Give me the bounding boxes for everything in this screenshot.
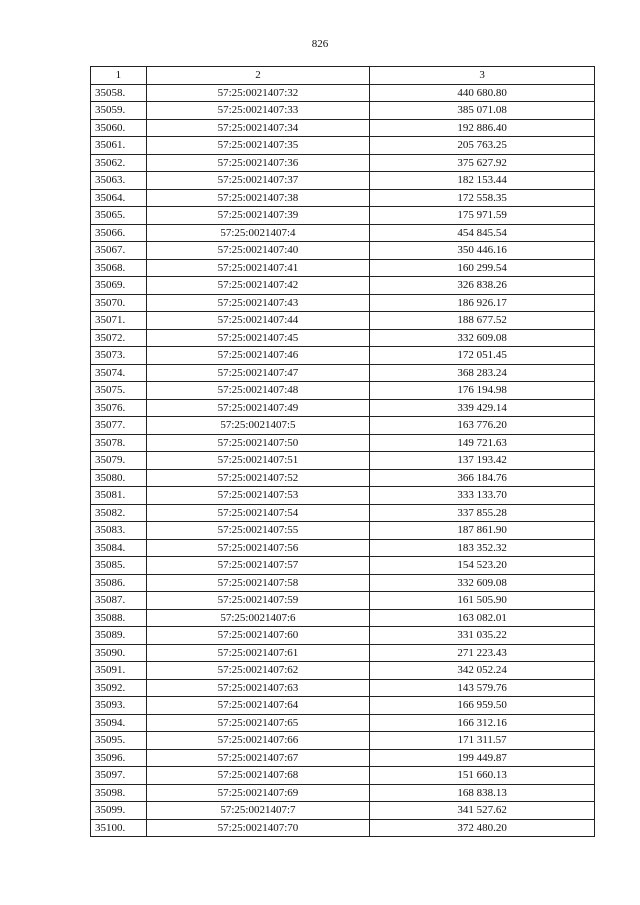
cadastral-number-cell: 57:25:0021407:7: [146, 802, 370, 820]
cadastral-value-cell: 137 193.42: [370, 452, 595, 470]
cadastral-value-cell: 149 721.63: [370, 434, 595, 452]
table-row: [91, 137, 595, 155]
row-number-cell: 35087.: [91, 592, 147, 610]
table-row: [91, 417, 595, 435]
row-number-cell: 35074.: [91, 364, 147, 382]
cadastral-number-cell: 57:25:0021407:33: [146, 102, 370, 120]
cadastral-number-cell: 57:25:0021407:36: [146, 154, 370, 172]
table-row: [91, 382, 595, 400]
table-row: [91, 592, 595, 610]
table-row: [91, 504, 595, 522]
cadastral-value-cell: 163 082.01: [370, 609, 595, 627]
row-number-cell: 35081.: [91, 487, 147, 505]
row-number-cell: 35090.: [91, 644, 147, 662]
table-row: [91, 189, 595, 207]
table-row: [91, 102, 595, 120]
cadastral-value-cell: 385 071.08: [370, 102, 595, 120]
table-row: [91, 277, 595, 295]
row-number-cell: 35079.: [91, 452, 147, 470]
table-row: [91, 627, 595, 645]
table-header-row: [91, 67, 595, 85]
cadastral-number-cell: 57:25:0021407:37: [146, 172, 370, 190]
cadastral-value-cell: 161 505.90: [370, 592, 595, 610]
cadastral-number-cell: 57:25:0021407:68: [146, 767, 370, 785]
cadastral-number-cell: 57:25:0021407:52: [146, 469, 370, 487]
row-number-cell: 35082.: [91, 504, 147, 522]
table-row: [91, 574, 595, 592]
table-row: [91, 399, 595, 417]
table-row: [91, 259, 595, 277]
cadastral-number-cell: 57:25:0021407:40: [146, 242, 370, 260]
cadastral-number-cell: 57:25:0021407:63: [146, 679, 370, 697]
cadastral-number-cell: 57:25:0021407:70: [146, 819, 370, 837]
table-row: [91, 119, 595, 137]
cadastral-number-cell: 57:25:0021407:59: [146, 592, 370, 610]
table-row: [91, 487, 595, 505]
cadastral-value-cell: 186 926.17: [370, 294, 595, 312]
cadastral-number-cell: 57:25:0021407:35: [146, 137, 370, 155]
row-number-cell: 35091.: [91, 662, 147, 680]
cadastral-value-cell: 183 352.32: [370, 539, 595, 557]
column-header-3: 3: [370, 67, 595, 85]
row-number-cell: 35060.: [91, 119, 147, 137]
table-row: [91, 364, 595, 382]
table-row: [91, 784, 595, 802]
table-row: [91, 539, 595, 557]
row-number-cell: 35066.: [91, 224, 147, 242]
cadastral-value-cell: 172 558.35: [370, 189, 595, 207]
table-row: [91, 697, 595, 715]
row-number-cell: 35092.: [91, 679, 147, 697]
cadastral-number-cell: 57:25:0021407:38: [146, 189, 370, 207]
row-number-cell: 35063.: [91, 172, 147, 190]
row-number-cell: 35069.: [91, 277, 147, 295]
cadastral-value-cell: 143 579.76: [370, 679, 595, 697]
table-row: [91, 242, 595, 260]
cadastral-value-cell: 176 194.98: [370, 382, 595, 400]
row-number-cell: 35094.: [91, 714, 147, 732]
cadastral-value-cell: 372 480.20: [370, 819, 595, 837]
cadastral-value-cell: 172 051.45: [370, 347, 595, 365]
cadastral-value-cell: 205 763.25: [370, 137, 595, 155]
row-number-cell: 35080.: [91, 469, 147, 487]
cadastral-number-cell: 57:25:0021407:34: [146, 119, 370, 137]
cadastral-value-cell: 171 311.57: [370, 732, 595, 750]
cadastral-number-cell: 57:25:0021407:6: [146, 609, 370, 627]
cadastral-number-cell: 57:25:0021407:47: [146, 364, 370, 382]
cadastral-number-cell: 57:25:0021407:53: [146, 487, 370, 505]
cadastral-number-cell: 57:25:0021407:39: [146, 207, 370, 225]
row-number-cell: 35100.: [91, 819, 147, 837]
table-row: [91, 557, 595, 575]
table-row: [91, 224, 595, 242]
cadastral-number-cell: 57:25:0021407:69: [146, 784, 370, 802]
row-number-cell: 35067.: [91, 242, 147, 260]
row-number-cell: 35088.: [91, 609, 147, 627]
cadastral-number-cell: 57:25:0021407:41: [146, 259, 370, 277]
cadastral-value-cell: 154 523.20: [370, 557, 595, 575]
cadastral-value-cell: 166 959.50: [370, 697, 595, 715]
column-header-2: 2: [146, 67, 370, 85]
cadastral-value-cell: 187 861.90: [370, 522, 595, 540]
cadastral-number-cell: 57:25:0021407:44: [146, 312, 370, 330]
cadastral-number-cell: 57:25:0021407:45: [146, 329, 370, 347]
row-number-cell: 35083.: [91, 522, 147, 540]
cadastral-value-cell: 332 609.08: [370, 574, 595, 592]
cadastral-value-cell: 339 429.14: [370, 399, 595, 417]
cadastral-number-cell: 57:25:0021407:66: [146, 732, 370, 750]
cadastral-number-cell: 57:25:0021407:58: [146, 574, 370, 592]
cadastral-value-cell: 331 035.22: [370, 627, 595, 645]
cadastral-number-cell: 57:25:0021407:60: [146, 627, 370, 645]
row-number-cell: 35071.: [91, 312, 147, 330]
table-row: [91, 434, 595, 452]
table-row: [91, 347, 595, 365]
table-row: [91, 154, 595, 172]
column-header-1: 1: [91, 67, 147, 85]
cadastral-value-cell: 326 838.26: [370, 277, 595, 295]
cadastral-value-cell: 192 886.40: [370, 119, 595, 137]
cadastral-value-cell: 366 184.76: [370, 469, 595, 487]
row-number-cell: 35059.: [91, 102, 147, 120]
cadastral-value-cell: 337 855.28: [370, 504, 595, 522]
cadastral-value-cell: 271 223.43: [370, 644, 595, 662]
cadastral-number-cell: 57:25:0021407:49: [146, 399, 370, 417]
cadastral-value-cell: 163 776.20: [370, 417, 595, 435]
row-number-cell: 35095.: [91, 732, 147, 750]
cadastral-number-cell: 57:25:0021407:42: [146, 277, 370, 295]
cadastral-number-cell: 57:25:0021407:48: [146, 382, 370, 400]
cadastral-number-cell: 57:25:0021407:64: [146, 697, 370, 715]
row-number-cell: 35075.: [91, 382, 147, 400]
table-row: [91, 679, 595, 697]
table-row: [91, 662, 595, 680]
table-row: [91, 452, 595, 470]
row-number-cell: 35068.: [91, 259, 147, 277]
table-row: [91, 714, 595, 732]
row-number-cell: 35089.: [91, 627, 147, 645]
row-number-cell: 35099.: [91, 802, 147, 820]
cadastral-number-cell: 57:25:0021407:43: [146, 294, 370, 312]
table-row: [91, 312, 595, 330]
cadastral-value-cell: 168 838.13: [370, 784, 595, 802]
cadastral-number-cell: 57:25:0021407:62: [146, 662, 370, 680]
row-number-cell: 35073.: [91, 347, 147, 365]
row-number-cell: 35098.: [91, 784, 147, 802]
cadastral-value-table: [90, 66, 595, 837]
cadastral-value-cell: 175 971.59: [370, 207, 595, 225]
cadastral-number-cell: 57:25:0021407:55: [146, 522, 370, 540]
cadastral-number-cell: 57:25:0021407:50: [146, 434, 370, 452]
table-row: [91, 207, 595, 225]
cadastral-value-cell: 160 299.54: [370, 259, 595, 277]
row-number-cell: 35065.: [91, 207, 147, 225]
row-number-cell: 35072.: [91, 329, 147, 347]
table-row: [91, 749, 595, 767]
cadastral-value-cell: 368 283.24: [370, 364, 595, 382]
page-number: 826: [311, 38, 329, 50]
table-body: [91, 84, 595, 837]
row-number-cell: 35096.: [91, 749, 147, 767]
table-row: [91, 609, 595, 627]
cadastral-number-cell: 57:25:0021407:67: [146, 749, 370, 767]
cadastral-value-cell: 454 845.54: [370, 224, 595, 242]
row-number-cell: 35084.: [91, 539, 147, 557]
table-row: [91, 84, 595, 102]
cadastral-number-cell: 57:25:0021407:4: [146, 224, 370, 242]
cadastral-value-cell: 342 052.24: [370, 662, 595, 680]
cadastral-value-cell: 333 133.70: [370, 487, 595, 505]
cadastral-value-cell: 350 446.16: [370, 242, 595, 260]
cadastral-value-cell: 151 660.13: [370, 767, 595, 785]
cadastral-number-cell: 57:25:0021407:5: [146, 417, 370, 435]
cadastral-value-cell: 332 609.08: [370, 329, 595, 347]
row-number-cell: 35070.: [91, 294, 147, 312]
cadastral-value-cell: 166 312.16: [370, 714, 595, 732]
row-number-cell: 35093.: [91, 697, 147, 715]
row-number-cell: 35078.: [91, 434, 147, 452]
cadastral-number-cell: 57:25:0021407:61: [146, 644, 370, 662]
table-row: [91, 767, 595, 785]
table-row: [91, 802, 595, 820]
row-number-cell: 35062.: [91, 154, 147, 172]
table-row: [91, 172, 595, 190]
table-row: [91, 732, 595, 750]
table-row: [91, 522, 595, 540]
row-number-cell: 35061.: [91, 137, 147, 155]
cadastral-number-cell: 57:25:0021407:46: [146, 347, 370, 365]
cadastral-value-cell: 199 449.87: [370, 749, 595, 767]
row-number-cell: 35076.: [91, 399, 147, 417]
cadastral-number-cell: 57:25:0021407:54: [146, 504, 370, 522]
cadastral-value-cell: 440 680.80: [370, 84, 595, 102]
row-number-cell: 35064.: [91, 189, 147, 207]
row-number-cell: 35085.: [91, 557, 147, 575]
cadastral-number-cell: 57:25:0021407:57: [146, 557, 370, 575]
cadastral-value-cell: 188 677.52: [370, 312, 595, 330]
table-row: [91, 819, 595, 837]
table-row: [91, 644, 595, 662]
cadastral-number-cell: 57:25:0021407:32: [146, 84, 370, 102]
table-row: [91, 294, 595, 312]
cadastral-number-cell: 57:25:0021407:56: [146, 539, 370, 557]
row-number-cell: 35077.: [91, 417, 147, 435]
cadastral-number-cell: 57:25:0021407:51: [146, 452, 370, 470]
row-number-cell: 35058.: [91, 84, 147, 102]
table-row: [91, 329, 595, 347]
row-number-cell: 35086.: [91, 574, 147, 592]
row-number-cell: 35097.: [91, 767, 147, 785]
cadastral-value-cell: 182 153.44: [370, 172, 595, 190]
cadastral-number-cell: 57:25:0021407:65: [146, 714, 370, 732]
cadastral-value-cell: 341 527.62: [370, 802, 595, 820]
table-row: [91, 469, 595, 487]
cadastral-value-cell: 375 627.92: [370, 154, 595, 172]
